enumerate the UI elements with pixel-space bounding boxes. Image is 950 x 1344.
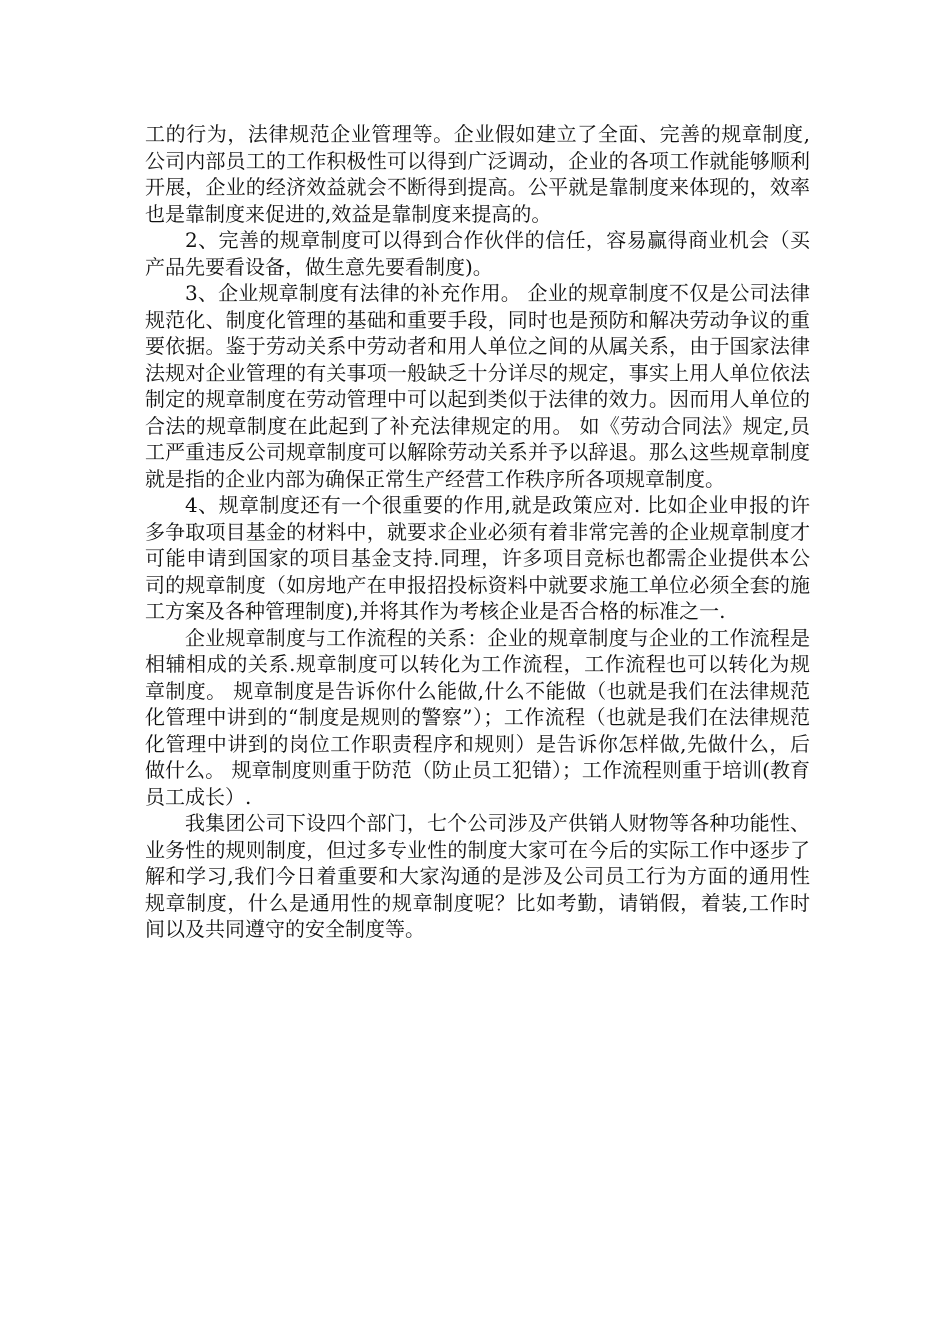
paragraph-point-4: 4、规章制度还有一个很重要的作用,就是政策应对. 比如企业申报的许多争取项目基金的材料中，就要求企业必须有着非常完善的企业规章制度才可能申请到国家的项目基金支持.同理，许多项目竞标也都需企业提供本公司的规章制度（如房地产在申报招投标资料中就要求施工单位必须全套的施工方案及各种管理制度),并将其作为考核企业是否合格的标准之一. bbox=[145, 493, 810, 623]
paragraph-continuation: 工的行为，法律规范企业管理等。企业假如建立了全面、完善的规章制度,公司内部员工的工作积极性可以得到广泛调动，企业的各项工作就能够顺利开展，企业的经济效益就会不断得到提高。公平就是靠制度来体现的，效率也是靠制度来促进的,效益是靠制度来提高的。 bbox=[145, 122, 810, 226]
paragraph-point-2: 2、完善的规章制度可以得到合作伙伴的信任，容易赢得商业机会（买产品先要看设备，做生意先要看制度)。 bbox=[145, 228, 810, 279]
document-body bbox=[145, 121, 810, 943]
paragraph-group-overview: 我集团公司下设四个部门，七个公司涉及产供销人财物等各种功能性、业务性的规则制度，但过多专业性的制度大家可在今后的实际工作中逐步了解和学习,我们今日着重要和大家沟通的是涉及公司员工行为方面的通用性规章制度，什么是通用性的规章制度呢？比如考勤，请销假，着装,工作时间以及共同遵守的安全制度等。 bbox=[145, 811, 810, 941]
paragraph-rules-and-workflow: 企业规章制度与工作流程的关系：企业的规章制度与企业的工作流程是相辅相成的关系.规章制度可以转化为工作流程，工作流程也可以转化为规章制度。 规章制度是告诉你什么能做,什么不能做（也就是我们在法律规范化管理中讲到的“制度是规则的警察”）；工作流程（也就是我们在法律规范化管理中讲到的岗位工作职责程序和规则）是告诉你怎样做,先做什么，后做什么。 规章制度则重于防范（防止员工犯错）；工作流程则重于培训(教育员工成长）. bbox=[145, 625, 810, 809]
paragraph-point-3: 3、企业规章制度有法律的补充作用。 企业的规章制度不仅是公司法律规范化、制度化管理的基础和重要手段，同时也是预防和解决劳动争议的重要依据。鉴于劳动关系中劳动者和用人单位之间的从属关系，由于国家法律法规对企业管理的有关事项一般缺乏十分详尽的规定，事实上用人单位依法制定的规章制度在劳动管理中可以起到类似于法律的效力。因而用人单位的合法的规章制度在此起到了补充法律规定的用。 如《劳动合同法》规定,员工严重违反公司规章制度可以解除劳动关系并予以辞退。那么这些规章制度就是指的企业内部为确保正常生产经营工作秩序所各项规章制度。 bbox=[145, 281, 810, 491]
